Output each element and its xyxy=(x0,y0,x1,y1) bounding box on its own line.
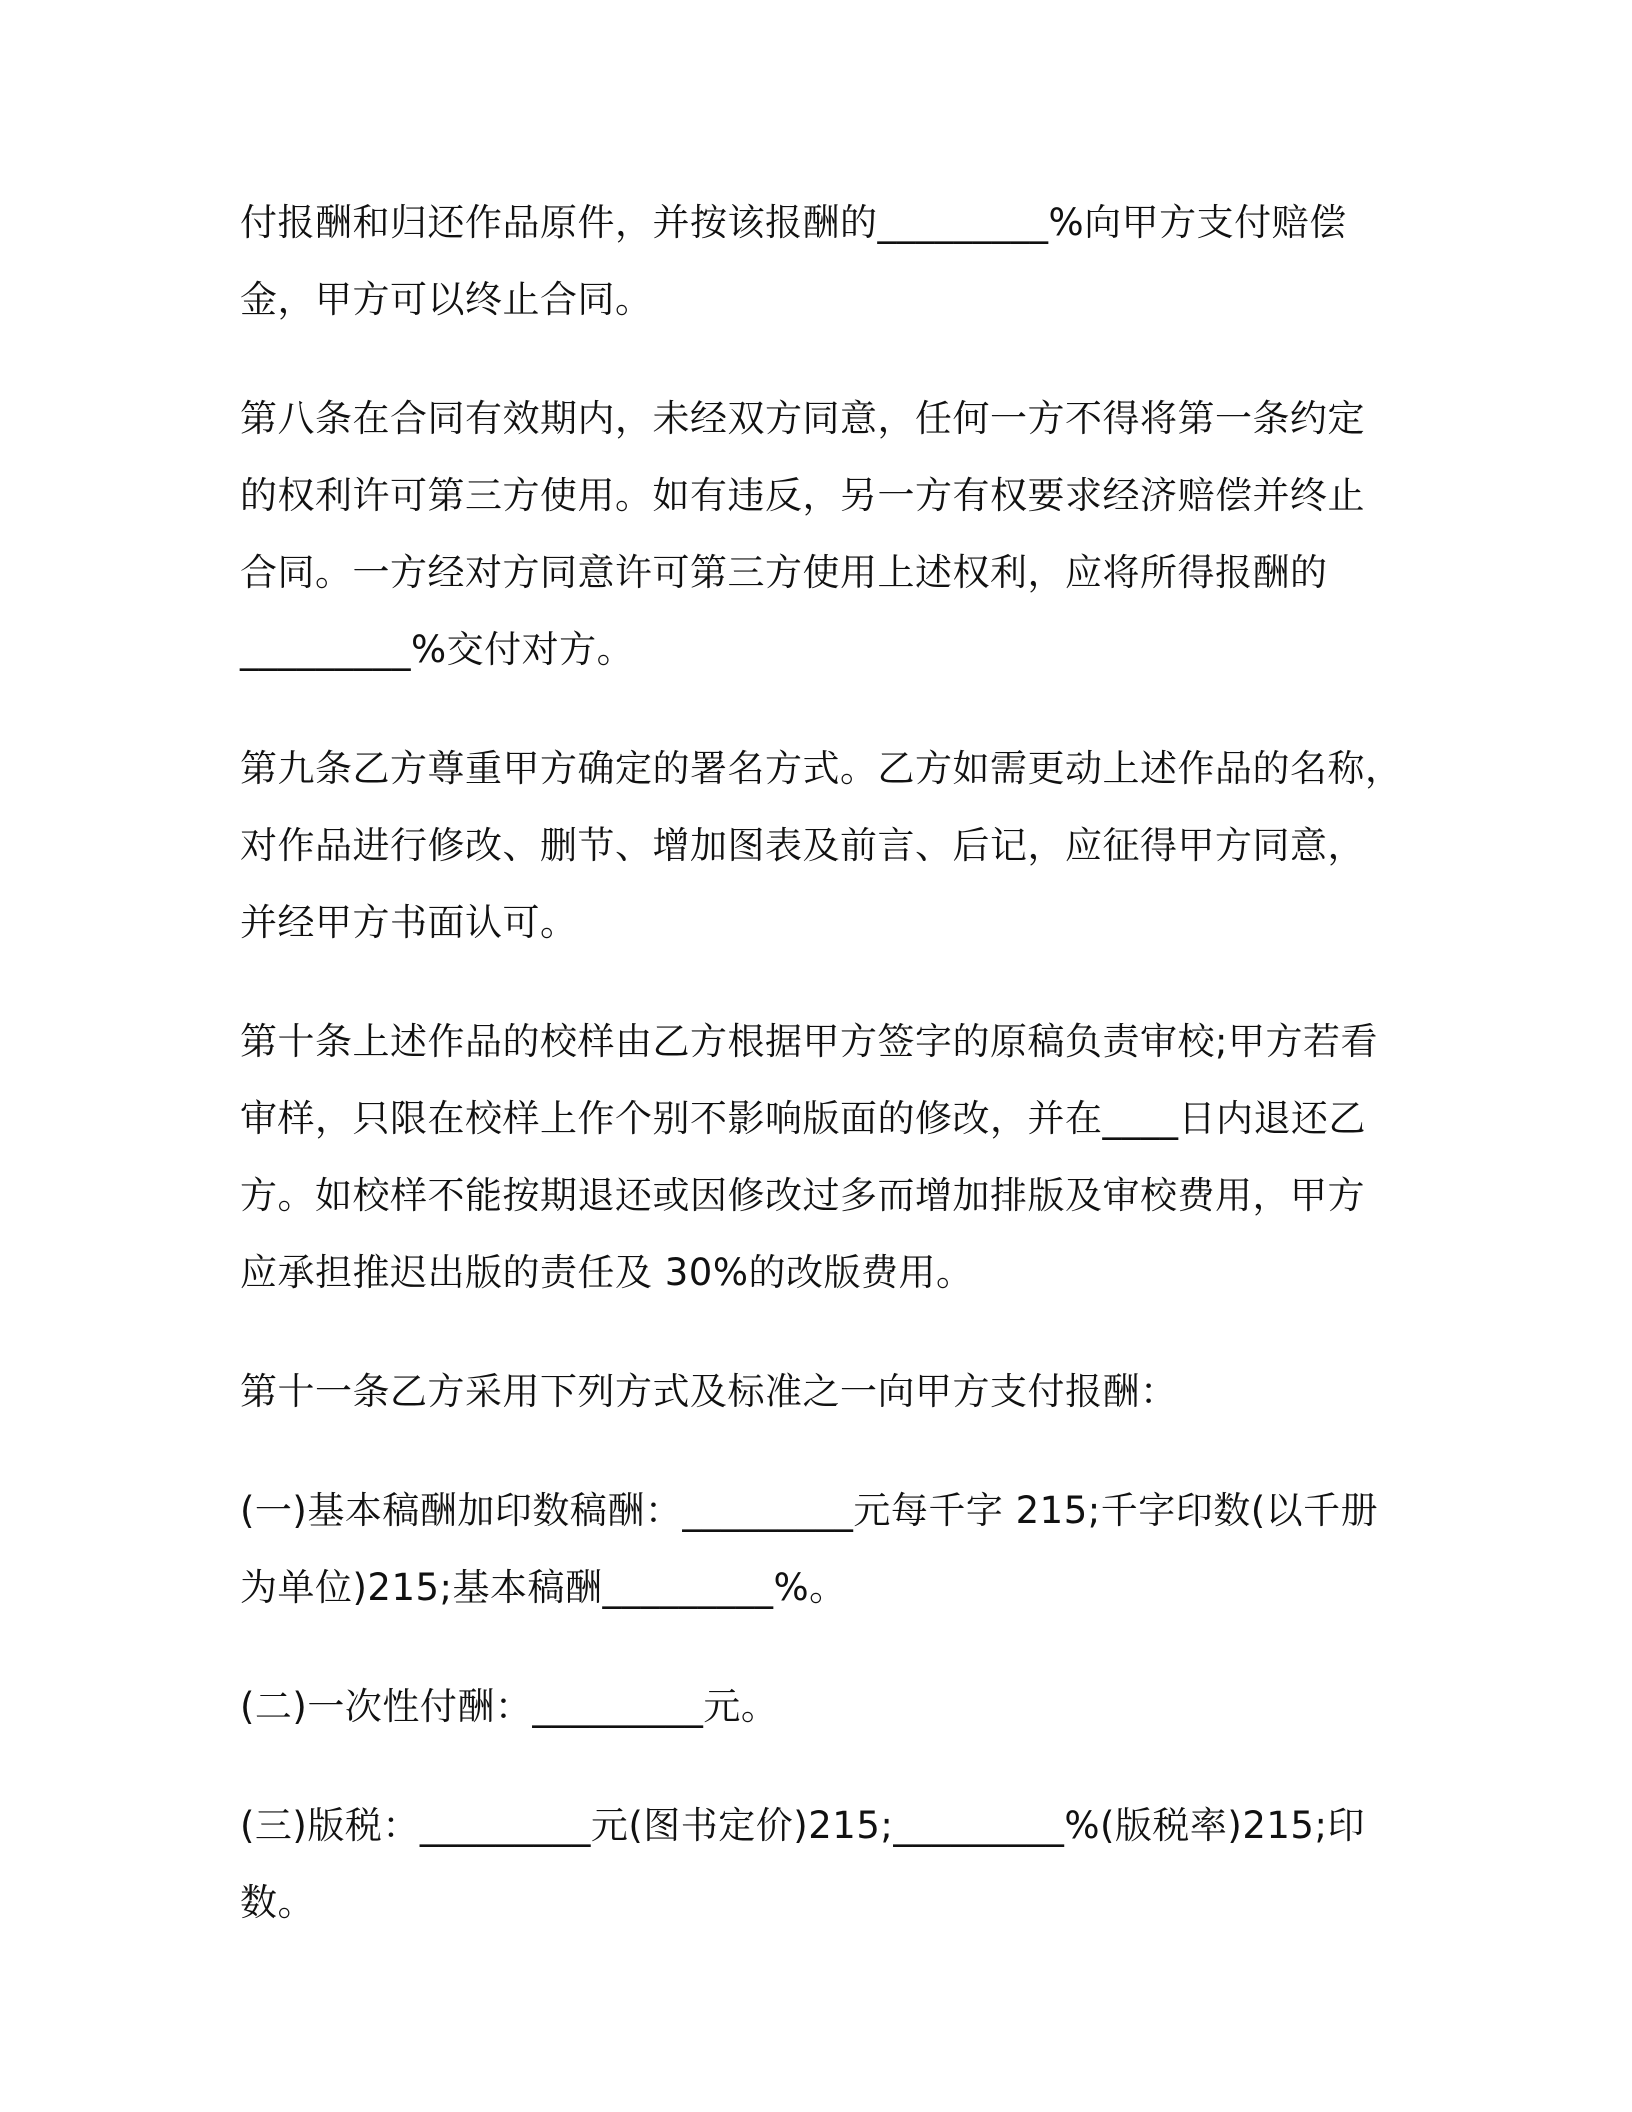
paragraph-payment-option-2 xyxy=(240,1668,1390,1745)
text-line: 审样，只限在校样上作个别不影响版面的修改，并在____日内退还乙 xyxy=(240,1097,1366,1140)
text-line: 第九条乙方尊重甲方确定的署名方式。乙方如需更动上述作品的名称， xyxy=(240,747,1403,790)
paragraph-article-11 xyxy=(240,1353,1390,1430)
document-body xyxy=(240,184,1403,1983)
text-line: (一)基本稿酬加印数稿酬：_________元每千字 215;千字印数(以千册 xyxy=(240,1489,1379,1532)
text-line: (二)一次性付酬：_________元。 xyxy=(240,1685,779,1728)
paragraph-payment-option-1 xyxy=(240,1472,1390,1626)
text-line: 付报酬和归还作品原件，并按该报酬的_________%向甲方支付赔偿 xyxy=(240,201,1347,244)
text-line: 方。如校样不能按期退还或因修改过多而增加排版及审校费用，甲方 xyxy=(240,1174,1365,1217)
text-line: 为单位)215;基本稿酬_________%。 xyxy=(240,1566,847,1609)
text-line: 应承担推迟出版的责任及 30%的改版费用。 xyxy=(240,1251,974,1294)
text-line: 金，甲方可以终止合同。 xyxy=(240,278,653,321)
text-line: 数。 xyxy=(240,1881,315,1924)
paragraph-article-10 xyxy=(240,1003,1390,1311)
text-line: 的权利许可第三方使用。如有违反，另一方有权要求经济赔偿并终止 xyxy=(240,474,1365,517)
text-line: 合同。一方经对方同意许可第三方使用上述权利，应将所得报酬的 xyxy=(240,551,1328,594)
text-line: (三)版税：_________元(图书定价)215;_________%(版税率)215;印 xyxy=(240,1804,1365,1847)
text-line: 第十条上述作品的校样由乙方根据甲方签字的原稿负责审校;甲方若看 xyxy=(240,1020,1378,1063)
text-line: 第八条在合同有效期内，未经双方同意，任何一方不得将第一条约定 xyxy=(240,397,1365,440)
paragraph-article-8 xyxy=(240,380,1390,688)
paragraph-payment-option-3 xyxy=(240,1787,1390,1941)
text-line: 对作品进行修改、删节、增加图表及前言、后记，应征得甲方同意， xyxy=(240,824,1365,867)
paragraph-compensation-termination xyxy=(240,184,1390,338)
text-line: 并经甲方书面认可。 xyxy=(240,901,578,944)
paragraph-article-9 xyxy=(240,730,1403,961)
text-line: _________%交付对方。 xyxy=(240,628,635,671)
text-line: 第十一条乙方采用下列方式及标准之一向甲方支付报酬： xyxy=(240,1370,1178,1413)
